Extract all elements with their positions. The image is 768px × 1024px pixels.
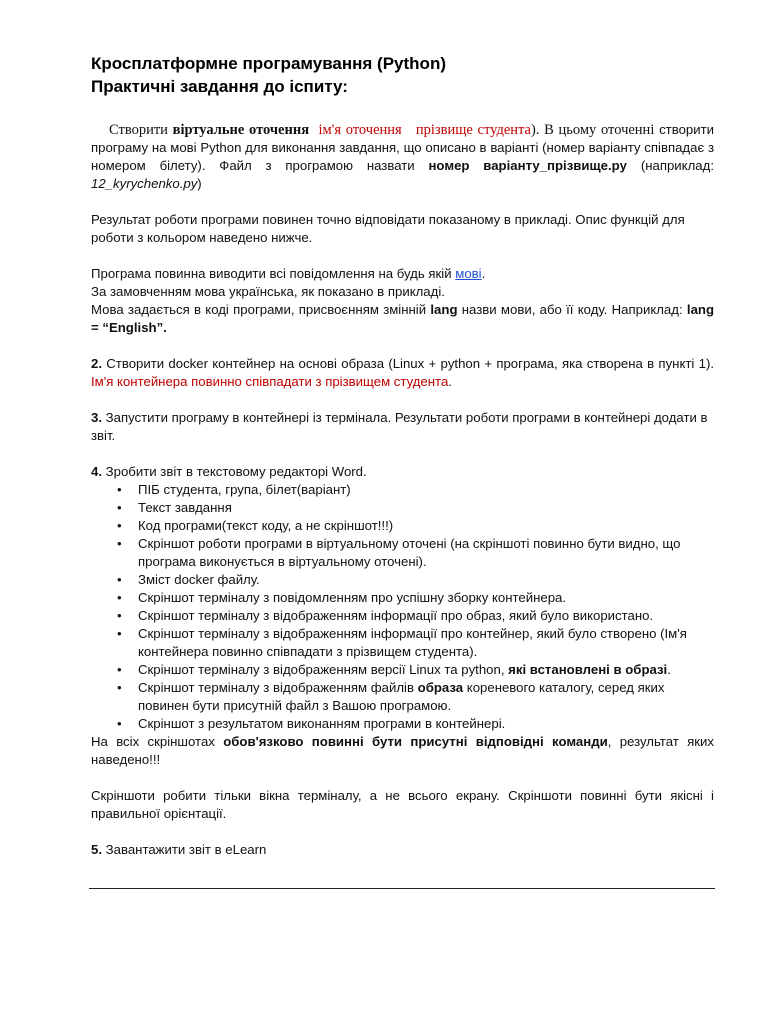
language-line3: Мова задається в коді програми, присвоєнням змінній lang назви мови, або її коду. Наприклад: lang = “English”.: [91, 302, 715, 335]
language-link[interactable]: мові: [455, 266, 482, 281]
commands-note: На всіх скріншотах обов'язково повинні бути присутні відповідні команди, результат яких наведено!!!: [91, 734, 715, 767]
document-title: Кросплатформне програмування (Python): [91, 54, 446, 73]
task1-example-suffix: ): [197, 176, 202, 191]
task1-surname: прізвище студента: [415, 122, 531, 138]
list-item: • Скріншот з результатом виконанням програми в контейнері.: [138, 715, 714, 733]
task1-env-name: ім'я оточення: [318, 122, 402, 138]
report-checklist: [91, 481, 714, 733]
task2-number: 2.: [91, 356, 102, 371]
language-line1: Програма повинна виводити всі повідомлення на будь якій мові.: [91, 266, 486, 281]
task1-paren: ): [531, 122, 536, 138]
task1-create: Створити: [109, 122, 173, 138]
lang-variable: lang: [430, 302, 458, 317]
screenshots-note: Скріншоти робити тільки вікна терміналу, а не всього екрану. Скріншоти повинні бути якісні і правильної орієнтації.: [91, 788, 714, 821]
lang-example: lang = “English”.: [91, 302, 715, 335]
result-paragraph: Результат роботи програми повинен точно відповідати показаному в прикладі. Опис функцій для роботи з кольором наведено нижче.: [91, 212, 685, 245]
task1-rest: створити програму на мові Python для виконання завдання, що описано в варіанті (номер варіанту співпадає з номером білету). Файл з програмою назвати: [91, 122, 715, 173]
task1-example: 12_kyrychenko.py: [91, 176, 198, 191]
list-item: • Скріншот терміналу з повідомленням про успішну зборку контейнера.: [138, 589, 714, 607]
document-subtitle: Практичні завдання до іспиту:: [91, 77, 348, 96]
list-item: • Скріншот роботи програми в віртуальному оточені (на скріншоті повинно бути видно, що програма виконується в віртуальному оточені).: [138, 535, 714, 571]
language-line2: За замовченням мова українська, як показано в прикладі.: [91, 284, 445, 299]
task1-example-prefix: (наприклад:: [627, 158, 714, 173]
task1-filename: номер варіанту_прізвище.py: [428, 158, 627, 173]
task5-paragraph: 5. Завантажити звіт в eLearn: [91, 842, 267, 857]
task3-number: 3.: [91, 410, 102, 425]
list-item: • Текст завдання: [138, 499, 714, 517]
task1-rest-serif: В цьому оточенні: [544, 122, 655, 138]
list-item: • Скріншот терміналу з відображенням інформації про контейнер, який було створено (Ім'я контейнера повинно співпадати з прізвищем студента).: [138, 625, 714, 661]
task2-paragraph: 2. Створити docker контейнер на основі образа (Linux + python + програма, яка створена в пункті 1). Ім'я контейнера повинно співпадати з прізвищем студента.: [91, 356, 714, 389]
list-item: • Скріншот терміналу з відображенням файлів образа кореневого каталогу, серед яких повинен бути присутній файл з Вашою програмою.: [138, 679, 714, 715]
task4-number: 4.: [91, 464, 102, 479]
task1-venv: віртуальне оточення: [172, 122, 310, 138]
task1-paragraph: [91, 121, 714, 193]
bottom-divider: [89, 888, 715, 889]
list-item: • Скріншот терміналу з відображенням версії Linux та python, які встановлені в образі.: [138, 661, 714, 679]
list-item: • Код програми(текст коду, а не скріншот!!!): [138, 517, 714, 535]
list-item: • Зміст docker файлу.: [138, 571, 714, 589]
task3-paragraph: 3. Запустити програму в контейнері із термінала. Результати роботи програми в контейнері додати в звіт.: [91, 410, 708, 443]
task4-heading: 4. Зробити звіт в текстовому редакторі Word.: [91, 464, 367, 479]
task5-number: 5.: [91, 842, 102, 857]
list-item: • Скріншот терміналу з відображенням інформації про образ, який було використано.: [138, 607, 714, 625]
task2-red-note: Ім'я контейнера повинно співпадати з прізвищем студента: [91, 374, 449, 389]
document-page: [91, 52, 714, 859]
list-item: • ПІБ студента, група, білет(варіант): [138, 481, 714, 499]
task1-period: .: [535, 122, 545, 138]
